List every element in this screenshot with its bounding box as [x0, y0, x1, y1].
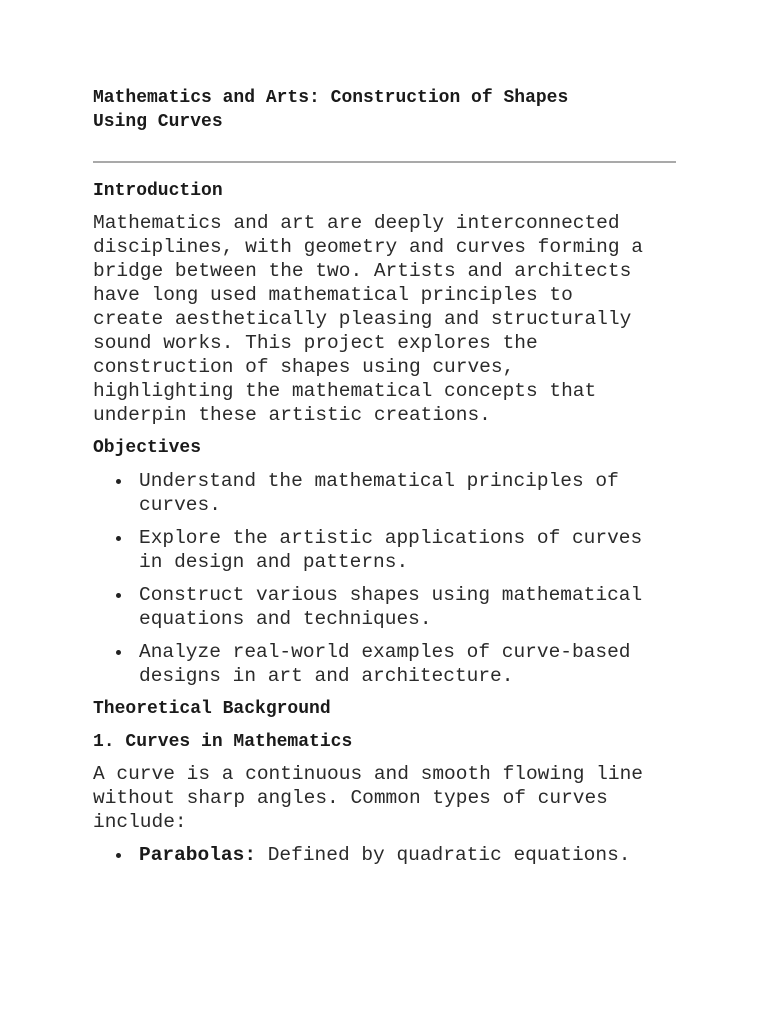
introduction-paragraph: [93, 211, 693, 427]
list-item: [93, 640, 693, 688]
paragraph-line: create aesthetically pleasing and structurally: [93, 308, 632, 330]
list-item: [93, 843, 693, 867]
bullet-icon: [116, 536, 121, 541]
objectives-list: [93, 469, 693, 688]
list-item-line: Analyze real-world examples of curve-based: [139, 641, 631, 663]
curves-paragraph: [93, 762, 693, 834]
document-page: [93, 86, 693, 867]
paragraph-line: disciplines, with geometry and curves forming a: [93, 236, 643, 258]
list-item: [93, 469, 693, 517]
paragraph-line: underpin these artistic creations.: [93, 404, 491, 426]
paragraph-line: Mathematics and art are deeply interconnected: [93, 212, 620, 234]
bullet-icon: [116, 593, 121, 598]
curve-type-term: Parabolas:: [139, 844, 257, 866]
curve-type-description: Defined by quadratic equations.: [256, 844, 631, 866]
list-item-line: Understand the mathematical principles of: [139, 470, 619, 492]
document-title: [93, 86, 693, 134]
paragraph-line: construction of shapes using curves,: [93, 356, 515, 378]
theoretical-background-heading: Theoretical Background: [93, 699, 331, 719]
paragraph-line: highlighting the mathematical concepts that: [93, 380, 597, 402]
list-item-line: designs in art and architecture.: [139, 665, 514, 687]
paragraph-line: include:: [93, 811, 187, 833]
introduction-heading: Introduction: [93, 181, 223, 201]
list-item-line: [139, 843, 693, 867]
paragraph-line: without sharp angles. Common types of curves: [93, 787, 608, 809]
list-item-line: curves.: [139, 494, 221, 516]
list-item-line: equations and techniques.: [139, 608, 432, 630]
bullet-icon: [116, 853, 121, 858]
horizontal-divider: [93, 161, 676, 163]
list-item-line: Explore the artistic applications of curves: [139, 527, 643, 549]
paragraph-line: sound works. This project explores the: [93, 332, 538, 354]
list-item-line: Construct various shapes using mathematical: [139, 584, 643, 606]
paragraph-line: bridge between the two. Artists and architects: [93, 260, 632, 282]
bullet-icon: [116, 479, 121, 484]
title-line-1: Mathematics and Arts: Construction of Shapes: [93, 88, 569, 108]
paragraph-line: A curve is a continuous and smooth flowing line: [93, 763, 643, 785]
objectives-heading: Objectives: [93, 438, 202, 458]
curves-in-mathematics-heading: 1. Curves in Mathematics: [93, 732, 353, 752]
list-item-line: in design and patterns.: [139, 551, 409, 573]
list-item: [93, 526, 693, 574]
list-item: [93, 583, 693, 631]
curve-types-list: [93, 843, 693, 867]
bullet-icon: [116, 650, 121, 655]
paragraph-line: have long used mathematical principles to: [93, 284, 573, 306]
title-line-2: Using Curves: [93, 112, 223, 132]
